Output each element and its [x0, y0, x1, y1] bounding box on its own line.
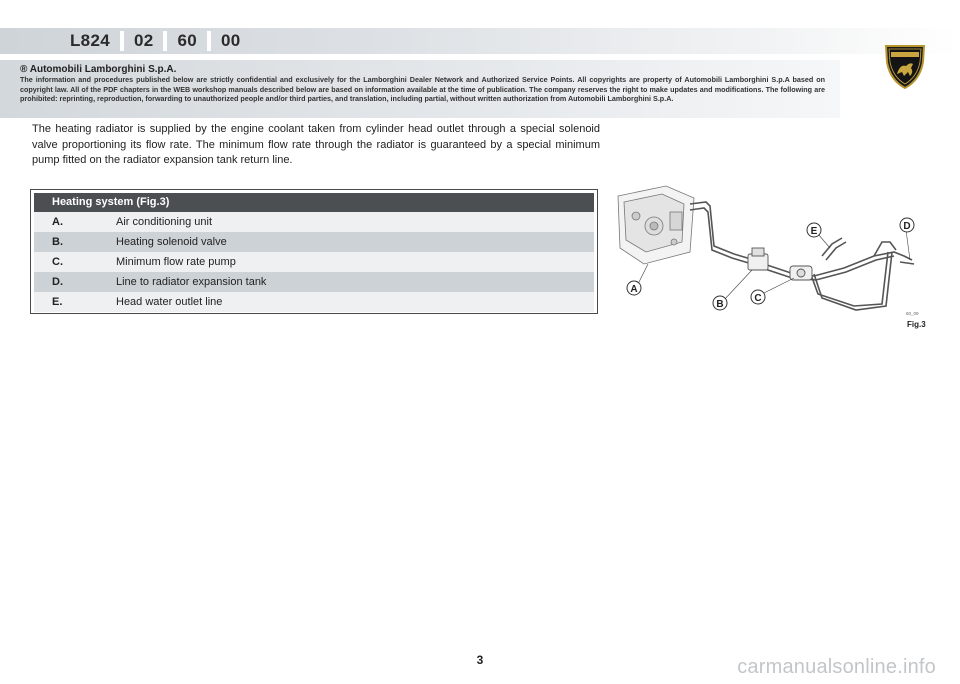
legend-description: Line to radiator expansion tank: [116, 276, 267, 288]
svg-text:C: C: [754, 293, 762, 304]
document-code: [62, 30, 249, 52]
svg-text:D: D: [903, 221, 911, 232]
legend-row: [34, 232, 594, 252]
callout-d: [900, 218, 914, 232]
legend-row: [34, 272, 594, 292]
legend-letter: D.: [52, 276, 63, 288]
watermark: carmanualsonline.info: [737, 656, 936, 678]
svg-text:A: A: [630, 284, 638, 295]
callout-b: [713, 296, 727, 310]
callout-e: [807, 223, 821, 237]
legend-letter: A.: [52, 216, 63, 228]
svg-text:E: E: [810, 226, 818, 237]
legend-title: Heating system (Fig.3): [34, 193, 594, 212]
code-group-number: 02: [133, 31, 154, 50]
figure-label: Fig.3: [907, 320, 926, 329]
callout-a: [627, 281, 641, 295]
heating-solenoid-valve-drawing: [748, 248, 768, 270]
legend-letter: E.: [52, 296, 63, 308]
legend-letter: C.: [52, 256, 63, 268]
legend-row: [34, 212, 594, 232]
copyright-text: The information and procedures published below are strictly confidential and exclusively for the Lamborghini Dealer Network and Authorized Service Points. All copyrights are property of Automobili Lamborghini S.p.A based on copyright law. All of the PDF chapters in the WEB workshop manuals described below are based on information available at the time of publication. The company reserves the right to make updates and modifications. The following are prohibited: reprinting, reproduction, forwarding to unauthorized people and/or third parties, and translation, including partial, without written authorization from Automobili Lamborghini S.p.A.: [20, 75, 825, 104]
copyright-title: ® Automobili Lamborghini S.p.A.: [20, 64, 177, 75]
legend-description: Head water outlet line: [116, 296, 223, 308]
legend-description: Air conditioning unit: [116, 216, 213, 228]
heating-system-figure: [614, 182, 934, 318]
svg-text:B: B: [716, 299, 724, 310]
air-conditioning-unit-drawing: [618, 186, 694, 264]
legend-description: Heating solenoid valve: [116, 236, 227, 248]
page-number: 3: [476, 653, 484, 667]
figure-code: 60_09: [906, 311, 919, 316]
code-section-number: 00: [220, 31, 241, 50]
coolant-pipes: [690, 202, 914, 310]
code-separator: [163, 31, 167, 51]
legend-table: [30, 189, 598, 314]
code-subgroup-number: 60: [177, 31, 197, 50]
legend-description: Minimum flow rate pump: [116, 256, 236, 268]
code-separator: [120, 31, 124, 51]
legend-row: [34, 252, 594, 272]
code-separator: [207, 31, 211, 51]
lamborghini-shield-icon: [882, 42, 928, 90]
callout-c: [751, 290, 765, 304]
legend-letter: B.: [52, 236, 63, 248]
intro-paragraph: The heating radiator is supplied by the engine coolant taken from cylinder head outlet through a special solenoid valve proportioning its flow rate. The minimum flow rate through the radiator is guaranteed by a special minimum pump fitted on the radiator expansion tank return line.: [32, 123, 600, 166]
legend-row: [34, 292, 594, 312]
code-model: L824: [70, 31, 110, 50]
minimum-flow-rate-pump-drawing: [790, 266, 812, 280]
